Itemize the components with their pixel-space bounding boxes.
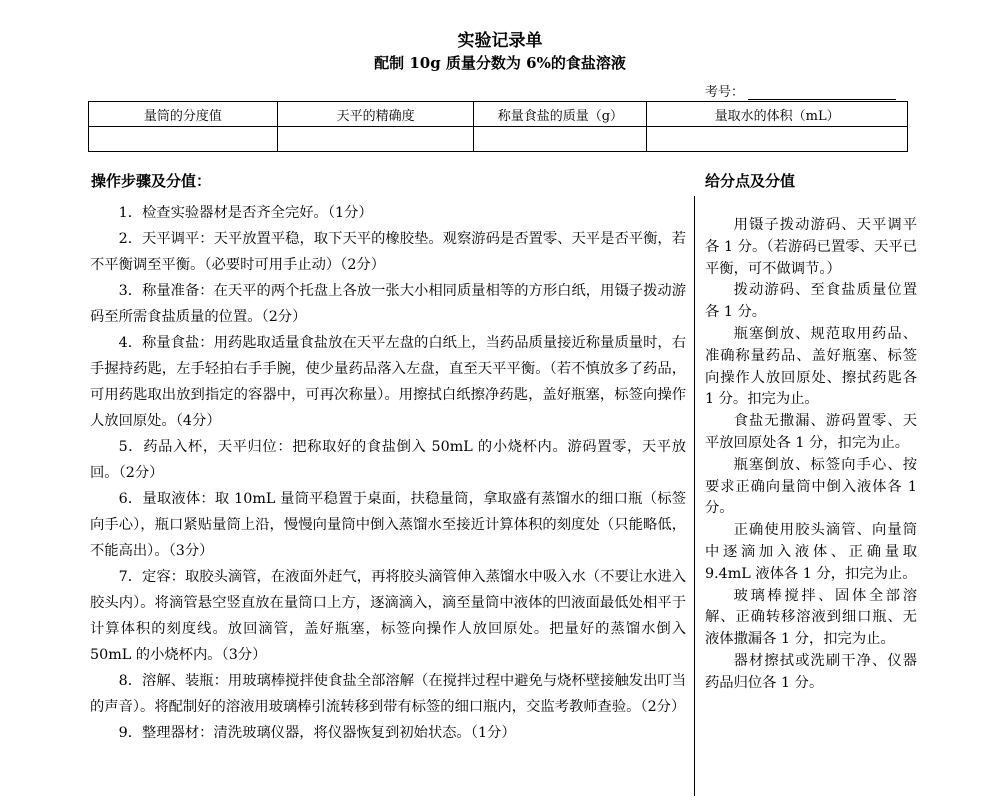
exam-number-blank[interactable] bbox=[748, 87, 896, 100]
record-header-water-volume: 量取水的体积（mL） bbox=[647, 102, 908, 127]
scoring-point: 瓶塞倒放、规范取用药品、准确称量药品、盖好瓶塞、标签向操作人放回原处、擦拭药匙各 1 分。扣完为止。 bbox=[705, 325, 917, 408]
scoring-point: 玻璃棒搅拌、固体全部溶解、正确转移溶液到细口瓶、无液体撒漏各 1 分，扣完为止。 bbox=[705, 587, 917, 648]
step-item: 8．溶解、装瓶：用玻璃棒搅拌使食盐全部溶解（在搅拌过程中避免与烧杯壁接触发出叮当的声音）。将配制好的溶液用玻璃棒引流转移到带有标签的细口瓶内，交监考教师查验。（2分） bbox=[90, 673, 686, 715]
scoring-point: 拨动游码、至食盐质量位置各 1 分。 bbox=[705, 282, 917, 321]
scoring-point: 瓶塞倒放、标签向手心、按要求正确向量筒中倒入液体各 1 分。 bbox=[705, 456, 917, 517]
page-subtitle: 配制 10g 质量分数为 6%的食盐溶液 bbox=[374, 54, 626, 72]
step-item: 6．量取液体：取 10mL 量筒平稳置于桌面，扶稳量筒，拿取盛有蒸馏水的细口瓶（标签向手心），瓶口紧贴量筒上沿，慢慢向量筒中倒入蒸馏水至接近计算体积的刻度处（只能略低，不能高出）。（3分） bbox=[90, 491, 686, 559]
steps-heading: 操作步骤及分值： bbox=[91, 172, 212, 190]
step-item: 4．称量食盐：用药匙取适量食盐放在天平左盘的白纸上，当药品质量接近称量质量时，右手握持药匙，左手轻拍右手手腕，使少量药品落入左盘，直至天平平衡。（若不慎放多了药品，可用药匙取出放到指定的容器中，可再次称量）。用擦拭白纸擦净药匙，盖好瓶塞，标签向操作人放回原处。（4分） bbox=[90, 335, 686, 429]
column-divider bbox=[694, 196, 695, 796]
record-cell-water-volume[interactable] bbox=[647, 127, 908, 152]
scoring-points-list bbox=[705, 215, 917, 695]
step-item: 3．称量准备：在天平的两个托盘上各放一张大小相同质量相等的方形白纸，用镊子拨动游码至所需食盐质量的位置。（2分） bbox=[90, 283, 686, 325]
step-item: 2．天平调平：天平放置平稳，取下天平的橡胶垫。观察游码是否置零、天平是否平衡，若不平衡调至平衡。（必要时可用手止动）（2分） bbox=[90, 231, 686, 273]
step-item: 7．定容：取胶头滴管，在液面外赶气，再将胶头滴管伸入蒸馏水中吸入水（不要让水进入胶头内）。将滴管悬空竖直放在量筒口上方，逐滴滴入，滴至量筒中液体的凹液面最低处相平于计算体积的刻度线。放回滴管，盖好瓶塞，标签向操作人放回原处。把量好的蒸馏水倒入 50mL 的小烧杯内。（3分） bbox=[90, 569, 686, 663]
record-header-salt-mass: 称量食盐的质量（g） bbox=[474, 102, 647, 127]
record-table bbox=[88, 101, 908, 152]
record-table-value-row bbox=[89, 127, 908, 152]
record-header-balance-precision: 天平的精确度 bbox=[277, 102, 474, 127]
step-item: 9．整理器材：清洗玻璃仪器，将仪器恢复到初始状态。（1分） bbox=[118, 725, 516, 741]
scoring-point: 正确使用胶头滴管、向量筒中逐滴加入液体、正确量取 9.4mL 液体各 1 分，扣完为止。 bbox=[705, 522, 917, 582]
record-cell-cylinder-division[interactable] bbox=[89, 127, 278, 152]
page-title: 实验记录单 bbox=[457, 31, 543, 51]
record-cell-salt-mass[interactable] bbox=[474, 127, 647, 152]
record-header-cylinder-division: 量筒的分度值 bbox=[89, 102, 278, 127]
exam-number-field bbox=[705, 81, 896, 100]
scoring-heading: 给分点及分值 bbox=[705, 172, 796, 190]
scoring-point: 食盐无撒漏、游码置零、天平放回原处各 1 分，扣完为止。 bbox=[705, 413, 917, 451]
scoring-point: 器材擦拭或洗刷干净、仪器药品归位各 1 分。 bbox=[705, 652, 917, 691]
step-item: 1．检查实验器材是否齐全完好。（1分） bbox=[118, 205, 373, 221]
record-cell-balance-precision[interactable] bbox=[277, 127, 474, 152]
record-table-header-row bbox=[89, 102, 908, 127]
steps-list bbox=[90, 200, 686, 746]
scoring-point: 用镊子拨动游码、天平调平各 1 分。（若游码已置零、天平已平衡，可不做调节。） bbox=[705, 217, 917, 277]
step-item: 5．药品入杯，天平归位：把称取好的食盐倒入 50mL 的小烧杯内。游码置零，天平放回。（2分） bbox=[90, 439, 686, 481]
exam-number-label: 考号： bbox=[705, 85, 745, 100]
